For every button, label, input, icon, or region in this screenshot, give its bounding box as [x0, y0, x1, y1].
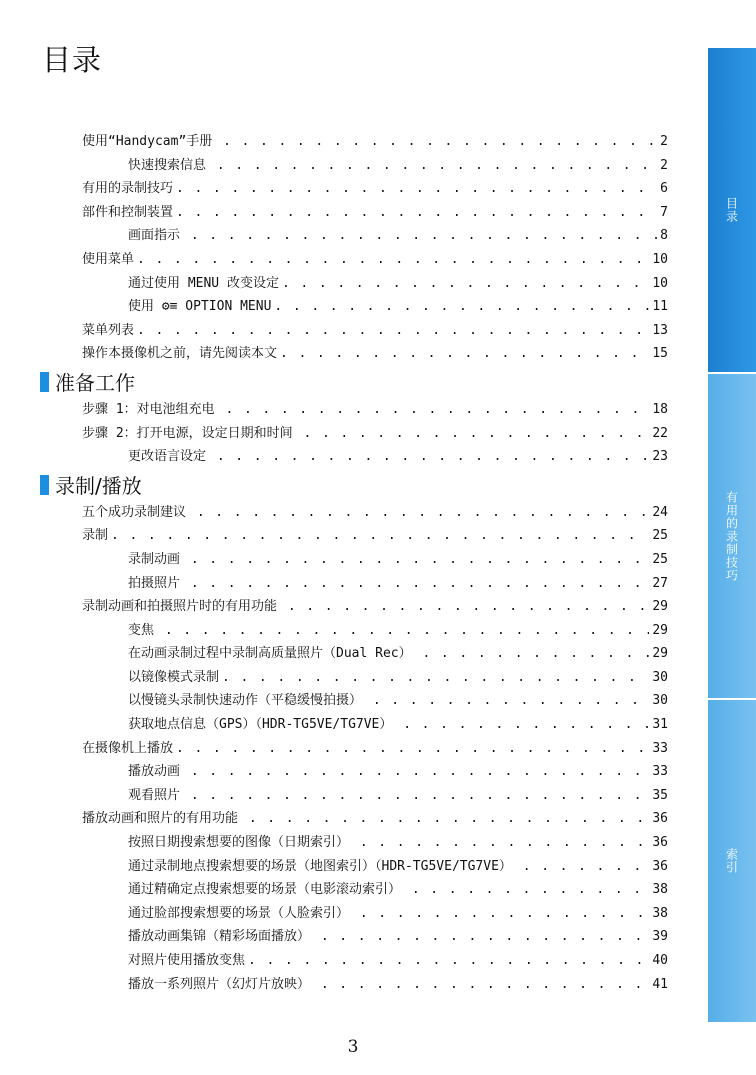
section-marker-icon — [40, 372, 49, 392]
toc-entry-label: 播放动画和照片的有用功能 — [82, 811, 246, 827]
toc-entry-page: 18 — [652, 401, 668, 417]
toc-entry-page: 36 — [652, 835, 668, 851]
dot-leader — [137, 319, 649, 343]
toc-entry[interactable] — [82, 130, 668, 154]
toc-entry-page: 33 — [652, 764, 668, 780]
toc-entry-label: 在摄像机上播放 — [82, 740, 174, 756]
toc-entry-page: 7 — [660, 204, 668, 220]
dot-leader — [191, 224, 657, 248]
toc-entry-page: 29 — [652, 599, 668, 615]
toc-entry-label: 对照片使用播放变焦 — [128, 953, 246, 968]
toc-entry-label: 通过录制地点搜索想要的场景（地图索引）（HDR-TG5VE/TG7VE） — [128, 858, 520, 874]
toc-section1-list — [82, 398, 668, 469]
dot-leader — [360, 831, 650, 855]
toc-entry[interactable] — [82, 248, 668, 272]
tab-index-label: 索引 — [724, 848, 739, 874]
toc-entry-page: 25 — [652, 551, 668, 567]
toc-entry-page: 11 — [652, 299, 668, 315]
tab-contents-label: 目录 — [724, 197, 739, 223]
section-marker-icon — [40, 475, 49, 495]
toc-entry-page: 33 — [652, 740, 668, 756]
dot-leader — [111, 524, 649, 548]
dot-leader — [321, 973, 650, 997]
toc-entry[interactable] — [82, 201, 668, 225]
toc-entry-label: 快速搜索信息 — [128, 157, 214, 173]
tab-tips-label: 有用的录制技巧 — [724, 490, 739, 582]
toc-entry-label: 使用 ⚙≡ OPTION MENU — [128, 299, 272, 315]
toc-entry-page: 29 — [652, 646, 668, 662]
toc-entry[interactable] — [82, 925, 668, 949]
dot-leader — [225, 398, 649, 422]
dot-leader — [360, 902, 650, 926]
toc-entry[interactable] — [82, 713, 668, 737]
section-heading-record-playback — [40, 469, 668, 501]
toc-section2-list — [82, 501, 668, 996]
toc-entry-label: 操作本摄像机之前，请先阅读本文 — [82, 346, 278, 362]
toc-entry-label: 使用“Handycam”手册 — [82, 134, 221, 149]
dot-leader — [223, 130, 657, 154]
toc-entry-page: 29 — [652, 622, 668, 638]
toc-entry[interactable] — [82, 878, 668, 902]
toc-entry-label: 五个成功录制建议 — [82, 504, 194, 520]
toc-entry[interactable] — [82, 319, 668, 343]
dot-leader — [523, 855, 650, 879]
toc-entry-label: 获取地点信息（GPS）（HDR-TG5VE/TG7VE） — [128, 717, 401, 733]
toc-entry[interactable] — [82, 445, 668, 469]
dot-leader — [197, 501, 650, 525]
toc-entry-page: 8 — [660, 228, 668, 244]
toc-entry-label: 步骤 1：对电池组充电 — [82, 401, 223, 417]
toc-intro-list — [82, 130, 668, 366]
toc-entry[interactable] — [82, 501, 668, 525]
dot-leader — [191, 760, 650, 784]
toc-entry-label: 播放动画 — [128, 764, 188, 780]
toc-entry-label: 录制 — [82, 528, 109, 544]
toc-entry-page: 10 — [652, 251, 668, 267]
toc-entry-label: 有用的录制技巧 — [82, 181, 174, 197]
toc-entry-label: 部件和控制装置 — [82, 204, 174, 220]
toc-entry-page: 24 — [652, 504, 668, 520]
toc-entry-label: 观看照片 — [128, 787, 188, 803]
dot-leader — [191, 784, 650, 808]
toc-entry[interactable] — [82, 902, 668, 926]
toc-entry-page: 22 — [652, 425, 668, 441]
toc-entry[interactable] — [82, 760, 668, 784]
toc-entry-page: 31 — [652, 717, 668, 733]
toc-entry[interactable] — [82, 949, 668, 973]
toc-entry-page: 23 — [652, 449, 668, 465]
toc-entry-page: 10 — [652, 275, 668, 291]
toc-entry-label: 播放动画集锦（精彩场面播放） — [128, 929, 318, 945]
dot-leader — [288, 595, 650, 619]
toc-entry-page: 6 — [660, 181, 668, 197]
toc-entry-page: 30 — [652, 669, 668, 685]
dot-leader — [280, 342, 649, 366]
dot-leader — [248, 949, 649, 973]
tab-index[interactable] — [708, 700, 756, 1022]
toc-entry[interactable] — [82, 154, 668, 178]
toc-entry-label: 按照日期搜索想要的图像（日期索引） — [128, 835, 357, 851]
toc-entry-label: 播放一系列照片（幻灯片放映） — [128, 976, 318, 992]
dot-leader — [321, 925, 650, 949]
section-heading-text: 准备工作 — [55, 371, 135, 396]
toc-entry-page: 15 — [652, 346, 668, 362]
toc-entry-page: 35 — [652, 787, 668, 803]
toc-entry-page: 30 — [652, 693, 668, 709]
dot-leader — [137, 248, 649, 272]
toc-entry[interactable] — [82, 224, 668, 248]
dot-leader — [165, 619, 650, 643]
dot-leader — [303, 422, 649, 446]
toc-entry-page: 40 — [652, 953, 668, 968]
toc-entry[interactable] — [82, 642, 668, 666]
toc-entry[interactable] — [82, 572, 668, 596]
dot-leader — [217, 154, 657, 178]
side-tabs — [708, 48, 756, 1022]
toc-entry[interactable] — [82, 619, 668, 643]
toc-entry-page: 13 — [652, 322, 668, 338]
toc-entry-page: 41 — [652, 976, 668, 992]
toc-entry-page: 38 — [652, 882, 668, 898]
toc-entry[interactable] — [82, 737, 668, 761]
toc-entry-label: 拍摄照片 — [128, 575, 188, 591]
dot-leader — [274, 295, 649, 319]
toc-entry-label: 菜单列表 — [82, 322, 135, 338]
toc-entry[interactable] — [82, 342, 668, 366]
toc-entry-label: 通过脸部搜索想要的场景（人脸索引） — [128, 905, 357, 921]
dot-leader — [176, 737, 649, 761]
toc-entry[interactable] — [82, 784, 668, 808]
toc-entry-label: 画面指示 — [128, 228, 188, 244]
section-heading-preparation — [40, 366, 668, 398]
dot-leader — [373, 689, 650, 713]
toc-entry-label: 以镜像模式录制 — [128, 669, 220, 685]
tab-useful-recording-tips[interactable] — [708, 374, 756, 698]
toc-entry-label: 以慢镜头录制快速动作（平稳缓慢拍摄） — [128, 693, 370, 709]
dot-leader — [412, 878, 650, 902]
dot-leader — [282, 272, 649, 296]
page-number: 3 — [347, 1037, 359, 1057]
toc-entry-page: 38 — [652, 905, 668, 921]
toc-entry[interactable] — [82, 272, 668, 296]
toc-entry-page: 27 — [652, 575, 668, 591]
toc-entry[interactable] — [82, 422, 668, 446]
toc-entry[interactable] — [82, 295, 668, 319]
toc-entry-label: 录制动画和拍摄照片时的有用功能 — [82, 599, 285, 615]
toc-entry-label: 变焦 — [128, 622, 162, 638]
dot-leader — [217, 445, 650, 469]
dot-leader — [403, 713, 649, 737]
toc-entry-label: 更改语言设定 — [128, 449, 214, 465]
toc-entry[interactable] — [82, 666, 668, 690]
toc-entry[interactable] — [82, 973, 668, 997]
section-heading-text: 录制/播放 — [55, 474, 142, 499]
dot-leader — [422, 642, 649, 666]
dot-leader — [176, 201, 657, 225]
toc-entry-label: 步骤 2：打开电源，设定日期和时间 — [82, 425, 301, 441]
toc-entry-page: 39 — [652, 929, 668, 945]
toc-entry[interactable] — [82, 689, 668, 713]
toc-entry-label: 通过精确定点搜索想要的场景（电影滚动索引） — [128, 882, 409, 898]
dot-leader — [191, 548, 650, 572]
toc-entry[interactable] — [82, 398, 668, 422]
dot-leader — [222, 666, 649, 690]
dot-leader — [176, 177, 657, 201]
toc-entry-page: 36 — [652, 811, 668, 827]
toc-entry-page: 2 — [660, 157, 668, 173]
toc-entry[interactable] — [82, 548, 668, 572]
toc-entry[interactable] — [82, 177, 668, 201]
toc-entry-label: 在动画录制过程中录制高质量照片（Dual Rec） — [128, 646, 420, 662]
toc-entry[interactable] — [82, 855, 668, 879]
toc-entry[interactable] — [82, 807, 668, 831]
page-title: 目录 — [42, 43, 103, 77]
toc-entry[interactable] — [82, 831, 668, 855]
toc-entry-label: 通过使用 MENU 改变设定 — [128, 275, 279, 291]
toc-entry-page: 25 — [652, 528, 668, 544]
dot-leader — [191, 572, 650, 596]
toc-entry[interactable] — [82, 524, 668, 548]
toc-entry-page: 36 — [652, 858, 668, 874]
toc-entry-page: 2 — [660, 134, 668, 149]
dot-leader — [249, 807, 650, 831]
toc-entry-label: 录制动画 — [128, 551, 188, 567]
toc-entry[interactable] — [82, 595, 668, 619]
tab-contents[interactable] — [708, 48, 756, 372]
table-of-contents — [55, 130, 668, 996]
toc-entry-label: 使用菜单 — [82, 251, 135, 267]
